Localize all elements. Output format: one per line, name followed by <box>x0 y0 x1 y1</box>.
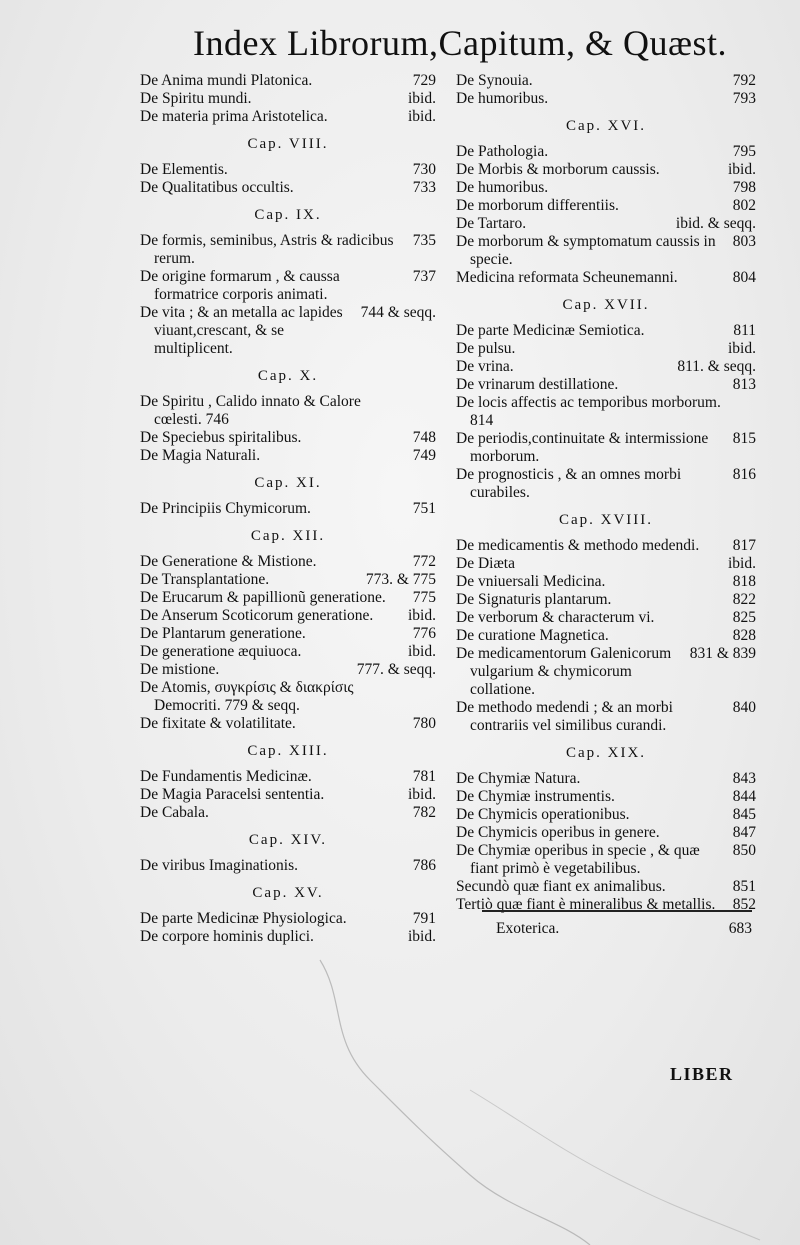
chapter-heading: Cap. XVII. <box>562 297 650 313</box>
entry-title: De formis, seminibus, Astris & radicibus rerum. <box>140 232 394 267</box>
entry-page: 795 <box>732 143 756 160</box>
entry-page: 775 <box>412 589 436 606</box>
index-entry <box>456 179 756 197</box>
entry-page: 772 <box>412 553 436 570</box>
chapter-heading: Cap. XIX. <box>565 745 647 761</box>
index-entry <box>456 824 756 842</box>
entry-title: De parte Medicinæ Semiotica. <box>456 322 645 339</box>
entry-title: Tertiò quæ fiant è mineralibus & metallis. <box>456 896 716 913</box>
entry-page: 798 <box>732 179 756 196</box>
page-title: Index Librorum,Capitum, & Quæst. <box>193 23 727 63</box>
entry-title: De Erucarum & papillionũ generatione. <box>140 589 386 606</box>
entry-page: 811 <box>733 322 756 339</box>
entry-title: De Signaturis plantarum. <box>456 591 612 608</box>
entry-page: ibid. <box>408 928 436 945</box>
right-column <box>456 72 756 914</box>
index-entry <box>140 786 436 804</box>
entry-title: De fixitate & volatilitate. <box>140 715 296 732</box>
entry-title: De Chymicis operibus in genere. <box>456 824 660 841</box>
index-entry <box>456 233 756 269</box>
index-entry <box>140 643 436 661</box>
entry-page: 786 <box>412 857 436 874</box>
entry-page: ibid. <box>728 555 756 572</box>
entry-page: 818 <box>732 573 756 590</box>
entry-page: ibid. <box>408 643 436 660</box>
index-entry <box>456 788 756 806</box>
index-entry <box>140 768 436 786</box>
entry-title: De medicamentis & methodo medendi. <box>456 537 700 554</box>
chapter-heading: Cap. XVIII. <box>558 512 654 528</box>
entry-title: De Fundamentis Medicinæ. <box>140 768 312 785</box>
entry-title: Medicina reformata Scheunemanni. <box>456 269 678 286</box>
chapter-heading: Cap. XII. <box>250 528 326 544</box>
entry-page: 813 <box>732 376 756 393</box>
entry-title: De verborum & characterum vi. <box>456 609 655 626</box>
entry-title: De Elementis. <box>140 161 228 178</box>
index-entry <box>456 269 756 287</box>
index-entry <box>456 466 756 502</box>
entry-page: 749 <box>412 447 436 464</box>
index-entry <box>140 804 436 822</box>
entry-title: De vrinarum destillatione. <box>456 376 619 393</box>
entry-page: ibid. & seqq. <box>675 215 756 232</box>
entry-title: De Anserum Scoticorum generatione. <box>140 607 374 624</box>
entry-page: ibid. <box>408 607 436 624</box>
entry-title: De origine formarum , & caussa formatrice corporis animati. <box>140 268 340 303</box>
entry-title: De Tartaro. <box>456 215 527 232</box>
index-entry <box>140 928 436 946</box>
index-entry <box>140 179 436 197</box>
entry-title: De morborum & symptomatum caussis in specie. <box>456 233 716 268</box>
left-column <box>140 72 436 946</box>
index-entry <box>456 806 756 824</box>
index-entry <box>140 679 436 715</box>
chapter-heading: Cap. X. <box>257 368 319 384</box>
entry-page: 831 & 839 <box>689 645 756 662</box>
index-entry <box>456 322 756 340</box>
entry-page: ibid. <box>728 340 756 357</box>
entry-title: De mistione. <box>140 661 220 678</box>
entry-page: 793 <box>732 90 756 107</box>
index-entry <box>456 72 756 90</box>
index-entry <box>140 268 436 304</box>
entry-title: De morborum differentiis. <box>456 197 619 214</box>
entry-page: 791 <box>412 910 436 927</box>
index-entry <box>456 627 756 645</box>
entry-page: 773. & 775 <box>365 571 436 588</box>
chapter-heading: Cap. XIV. <box>248 832 328 848</box>
index-entry <box>456 340 756 358</box>
entry-title: De Qualitatibus occultis. <box>140 179 294 196</box>
index-entry <box>456 537 756 555</box>
entry-title: Secundò quæ fiant ex animalibus. <box>456 878 666 895</box>
entry-page: 850 <box>732 842 756 859</box>
index-entry <box>140 429 436 447</box>
entry-title: De pulsu. <box>456 340 516 357</box>
index-entry <box>456 215 756 233</box>
entry-page: 748 <box>412 429 436 446</box>
entry-title: De Atomis, συγκρίσις & διακρίσις Democriti. 779 & seqq. <box>140 679 354 714</box>
entry-title: De humoribus. <box>456 90 549 107</box>
index-entry <box>456 555 756 573</box>
index-entry <box>140 661 436 679</box>
chapter-heading: Cap. XV. <box>252 885 324 901</box>
entry-page: 744 & seqq. <box>360 304 436 321</box>
entry-title: De Synouia. <box>456 72 533 89</box>
entry-title: De materia prima Aristotelica. <box>140 108 328 125</box>
entry-page: 780 <box>412 715 436 732</box>
chapter-heading: Cap. IX. <box>254 207 322 223</box>
entry-title: De Magia Naturali. <box>140 447 261 464</box>
entry-page: ibid. <box>408 786 436 803</box>
chapter-heading: Cap. XI. <box>254 475 322 491</box>
index-entry <box>140 857 436 875</box>
entry-title: De corpore hominis duplici. <box>140 928 314 945</box>
entry-page: 822 <box>732 591 756 608</box>
index-entry <box>140 910 436 928</box>
entry-title: De Chymicis operationibus. <box>456 806 630 823</box>
entry-title: De curatione Magnetica. <box>456 627 609 644</box>
index-entry <box>456 842 756 878</box>
entry-page: 811. & seqq. <box>677 358 756 375</box>
entry-title: De Transplantatione. <box>140 571 270 588</box>
entry-title: De vniuersali Medicina. <box>456 573 606 590</box>
index-entry <box>456 645 756 699</box>
index-entry <box>140 72 436 90</box>
index-entry <box>456 197 756 215</box>
entry-page: 817 <box>732 537 756 554</box>
chapter-heading: Cap. XVI. <box>565 118 647 134</box>
entry-page: 735 <box>412 232 436 249</box>
index-entry <box>456 90 756 108</box>
index-entry <box>140 232 436 268</box>
index-entry <box>140 625 436 643</box>
entry-title: De vrina. <box>456 358 514 375</box>
index-entry <box>456 430 756 466</box>
entry-page: 802 <box>732 197 756 214</box>
entry-title: De Speciebus spiritalibus. <box>140 429 302 446</box>
entry-title: De Chymiæ operibus in specie , & quæ fiant primò è vegetabilibus. <box>456 842 700 877</box>
index-entry <box>456 394 756 430</box>
entry-page: 825 <box>732 609 756 626</box>
entry-title: De methodo medendi ; & an morbi contrariis vel similibus curandi. <box>456 699 673 734</box>
entry-page: 729 <box>412 72 436 89</box>
index-entry <box>456 143 756 161</box>
entry-title: De Cabala. <box>140 804 209 821</box>
entry-page: 843 <box>732 770 756 787</box>
entry-title: De Chymiæ Natura. <box>456 770 581 787</box>
index-entry <box>456 591 756 609</box>
entry-title: De Morbis & morborum caussis. <box>456 161 660 178</box>
entry-title: De prognosticis , & an omnes morbi curabiles. <box>456 466 682 501</box>
entry-title: De vita ; & an metalla ac lapides viuant,crescant, & se multiplicent. <box>140 304 343 357</box>
index-entry <box>140 393 436 429</box>
entry-title: De Plantarum generatione. <box>140 625 306 642</box>
entry-page: 776 <box>412 625 436 642</box>
entry-page: 777. & seqq. <box>356 661 436 678</box>
index-entry <box>140 553 436 571</box>
index-entry <box>456 573 756 591</box>
entry-page: 803 <box>732 233 756 250</box>
entry-title: De Generatione & Mistione. <box>140 553 317 570</box>
entry-page: 816 <box>732 466 756 483</box>
entry-page: 804 <box>732 269 756 286</box>
footer <box>496 920 752 938</box>
page-number: 683 <box>728 920 752 937</box>
entry-page: 847 <box>732 824 756 841</box>
index-entry <box>140 90 436 108</box>
entry-page: 781 <box>412 768 436 785</box>
index-entry <box>140 447 436 465</box>
index-entry <box>456 699 756 735</box>
entry-title: De Spiritu , Calido innato & Calore cœlesti. 746 <box>140 393 361 428</box>
entry-title: De generatione æquiuoca. <box>140 643 302 660</box>
entry-page: ibid. <box>408 108 436 125</box>
index-entry <box>140 108 436 126</box>
entry-page: ibid. <box>408 90 436 107</box>
entry-title: De viribus Imaginationis. <box>140 857 298 874</box>
entry-title: De periodis,continuitate & intermissione morborum. <box>456 430 709 465</box>
entry-page: 852 <box>732 896 756 913</box>
entry-page: 840 <box>732 699 756 716</box>
index-entry <box>140 161 436 179</box>
entry-title: De humoribus. <box>456 179 549 196</box>
entry-page: 792 <box>732 72 756 89</box>
entry-page: 851 <box>732 878 756 895</box>
index-entry <box>140 715 436 733</box>
entry-page: 815 <box>732 430 756 447</box>
footer-rule <box>482 910 752 912</box>
index-entry <box>456 770 756 788</box>
index-entry <box>140 607 436 625</box>
chapter-heading: Cap. VIII. <box>247 136 329 152</box>
index-entry <box>456 878 756 896</box>
chapter-heading: Cap. XIII. <box>247 743 329 759</box>
footer-label: Exoterica. <box>496 920 560 937</box>
index-entry <box>456 376 756 394</box>
entry-page: 845 <box>732 806 756 823</box>
index-entry <box>140 304 436 358</box>
entry-title: De Anima mundi Platonica. <box>140 72 313 89</box>
entry-title: De Chymiæ instrumentis. <box>456 788 615 805</box>
entry-page: 730 <box>412 161 436 178</box>
entry-title: De parte Medicinæ Physiologica. <box>140 910 347 927</box>
entry-title: De medicamentorum Galenicorum vulgarium & chymicorum collatione. <box>456 645 672 698</box>
entry-page: 844 <box>732 788 756 805</box>
entry-title: De Principiis Chymicorum. <box>140 500 311 517</box>
catchword: LIBER <box>670 1064 734 1084</box>
index-entry <box>140 571 436 589</box>
entry-page: ibid. <box>728 161 756 178</box>
entry-page: 751 <box>412 500 436 517</box>
entry-title: De Diæta <box>456 555 515 572</box>
entry-page: 782 <box>412 804 436 821</box>
index-entry <box>140 589 436 607</box>
entry-title: De Magia Paracelsi sententia. <box>140 786 325 803</box>
entry-title: De Pathologia. <box>456 143 549 160</box>
index-entry <box>456 358 756 376</box>
entry-page: 733 <box>412 179 436 196</box>
index-entry <box>456 609 756 627</box>
entry-title: De locis affectis ac temporibus morborum. 814 <box>456 394 721 429</box>
entry-page: 828 <box>732 627 756 644</box>
entry-page: 737 <box>412 268 436 285</box>
index-entry <box>456 161 756 179</box>
entry-title: De Spiritu mundi. <box>140 90 252 107</box>
index-entry <box>140 500 436 518</box>
